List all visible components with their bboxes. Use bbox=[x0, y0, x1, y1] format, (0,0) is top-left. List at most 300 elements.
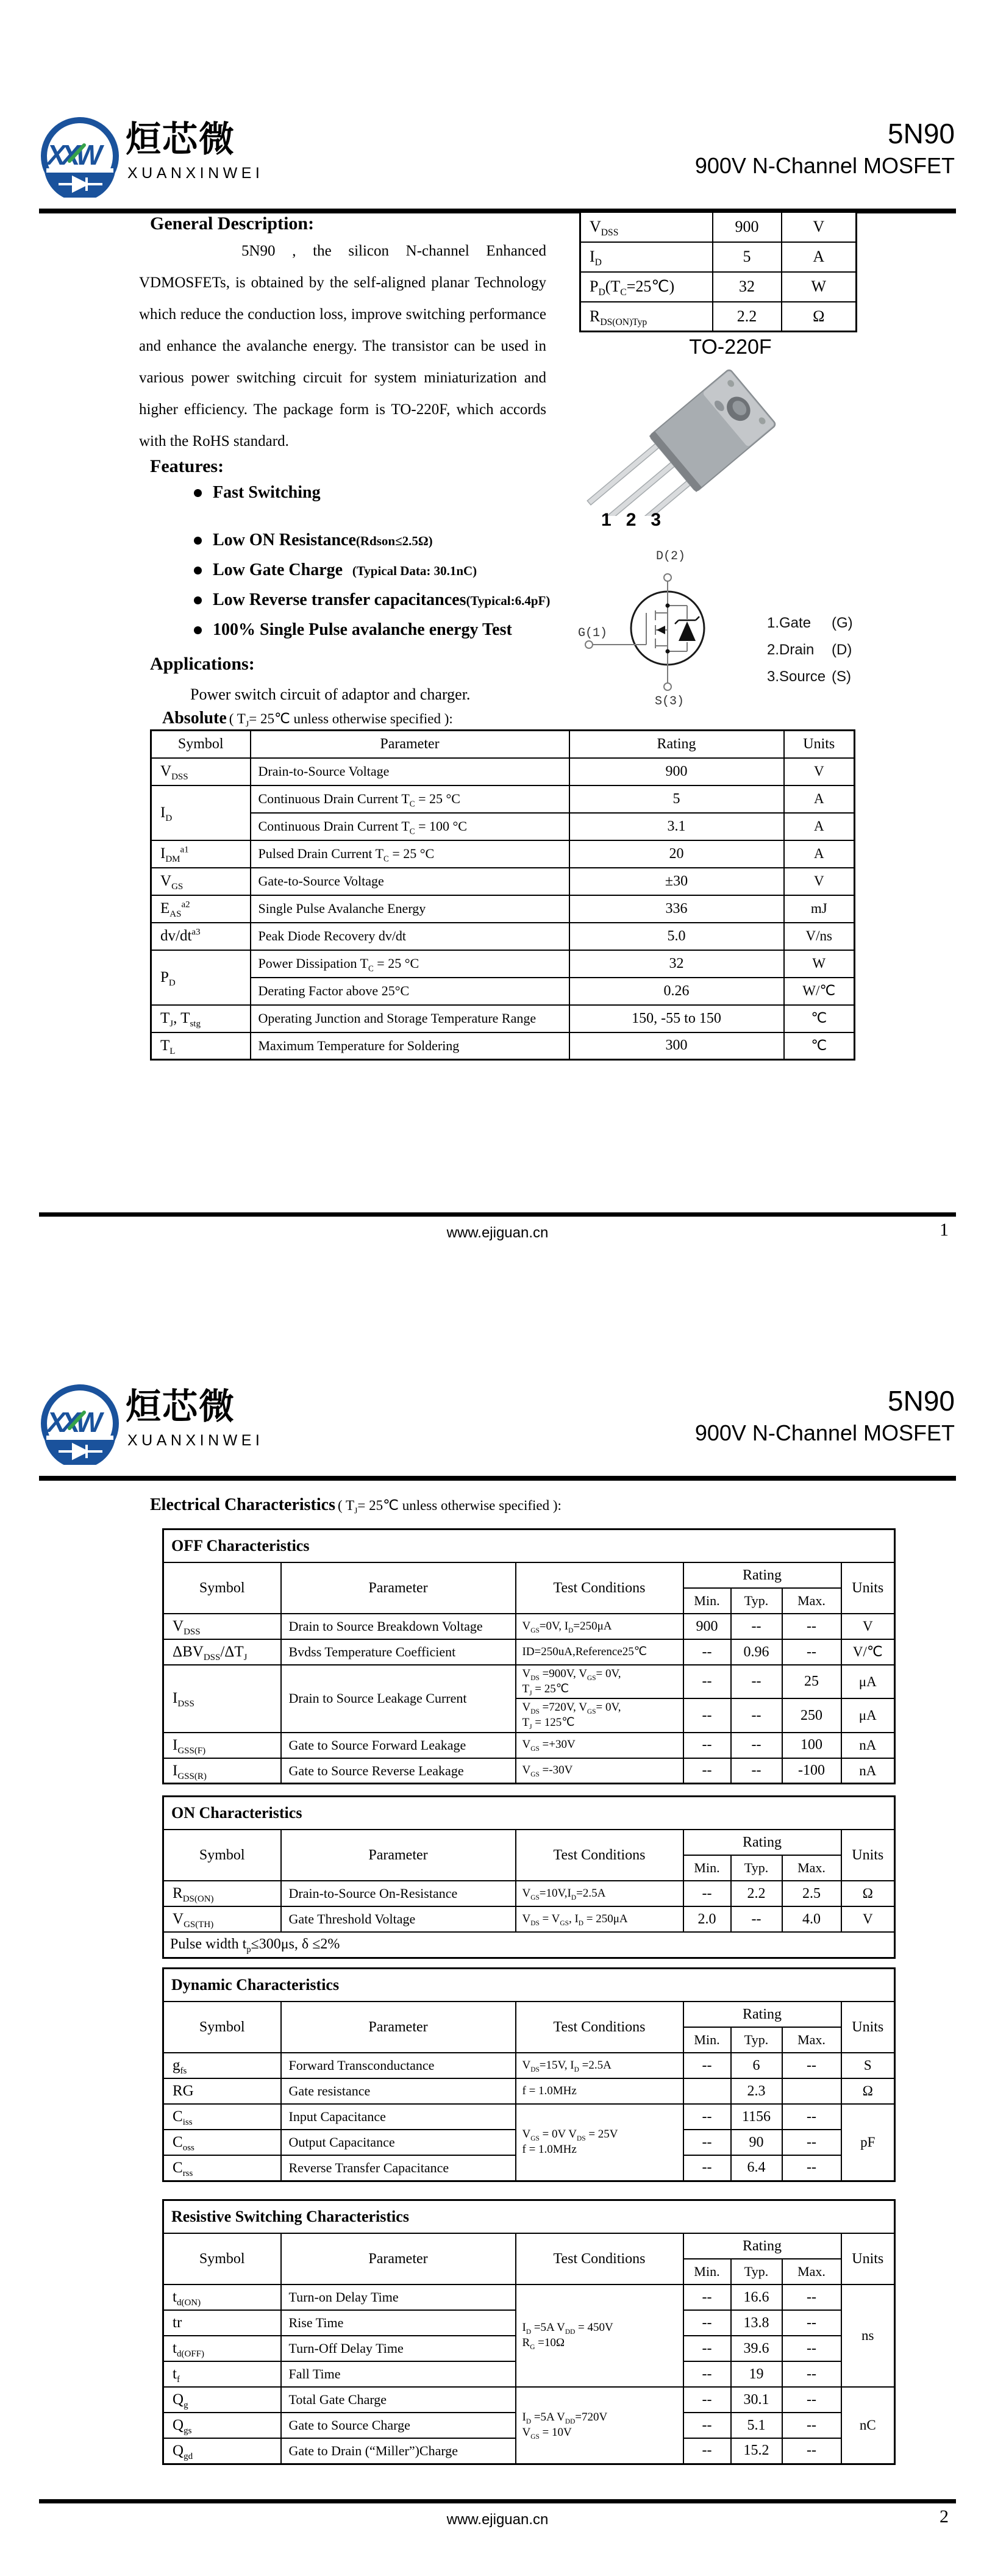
table-cell: Symbol bbox=[163, 2233, 281, 2284]
table-cell: 32 bbox=[713, 272, 782, 302]
table-row bbox=[163, 1758, 895, 1784]
table-cell: -- bbox=[683, 2130, 731, 2155]
page-number-1: 1 bbox=[940, 1220, 949, 1240]
table-cell: Drain to Source Breakdown Voltage bbox=[281, 1614, 516, 1639]
off-characteristics-table bbox=[162, 1528, 896, 1784]
table-cell: $g_{fs}$ bbox=[163, 2053, 281, 2078]
applications-body: Power switch circuit of adaptor and charger. bbox=[190, 685, 471, 703]
table-cell: -- bbox=[782, 2130, 841, 2155]
table-cell: $V_{GS} = 0V$ $V_{DS} = 25V$ f = 1.0MHz bbox=[516, 2104, 683, 2181]
table-cell: Typ. bbox=[731, 2027, 782, 2053]
bullet-icon bbox=[194, 489, 202, 497]
table-cell: -- bbox=[782, 1639, 841, 1665]
table-cell: Pulsed Drain Current $T_C = 25$ °C bbox=[251, 840, 569, 868]
table-cell: Gate to Drain (“Miller”)Charge bbox=[281, 2438, 516, 2464]
table-row bbox=[163, 2053, 895, 2078]
feature-item bbox=[194, 531, 550, 550]
feature-text: 100% Single Pulse avalanche energy Test bbox=[213, 620, 512, 639]
feature-text: Low Reverse transfer capacitances bbox=[213, 590, 466, 609]
table-row bbox=[151, 978, 855, 1005]
table-row bbox=[151, 813, 855, 840]
table-cell: Test Conditions bbox=[516, 1562, 683, 1614]
schematic-gate-label: G(1) bbox=[578, 626, 608, 640]
table-cell: 0.96 bbox=[731, 1639, 782, 1665]
pin-number: 1 bbox=[601, 510, 612, 530]
features-list bbox=[194, 483, 550, 650]
table-cell: -- bbox=[782, 2104, 841, 2130]
table-cell: Units bbox=[841, 1562, 895, 1614]
table-cell: 19 bbox=[731, 2361, 782, 2387]
table-row bbox=[151, 923, 855, 950]
table-cell: 6 bbox=[731, 2053, 782, 2078]
table-cell: $V_{DS} = V_{GS}$, $I_D = 250\mu A$ bbox=[516, 1906, 683, 1932]
table-cell: -- bbox=[731, 1906, 782, 1932]
table-cell: -- bbox=[731, 1698, 782, 1732]
table-cell: Ω bbox=[841, 2078, 895, 2104]
table-cell: -- bbox=[683, 2284, 731, 2310]
table-cell: Resistive Switching Characteristics bbox=[163, 2200, 895, 2234]
pin-number-labels bbox=[601, 510, 661, 531]
table-row bbox=[151, 1005, 855, 1032]
table-cell: Forward Transconductance bbox=[281, 2053, 516, 2078]
table-cell: Output Capacitance bbox=[281, 2130, 516, 2155]
table-cell: Min. bbox=[683, 2027, 731, 2053]
table-cell: nC bbox=[841, 2387, 895, 2464]
table-cell: $V_{GS}=10V,I_D=2.5A$ bbox=[516, 1881, 683, 1906]
pin-legend bbox=[767, 615, 853, 695]
table-cell: -- bbox=[683, 2387, 731, 2413]
table-cell: $I_D$ bbox=[151, 785, 251, 840]
table-cell: 3.1 bbox=[569, 813, 784, 840]
table-cell: 20 bbox=[569, 840, 784, 868]
table-row bbox=[163, 1562, 895, 1588]
table-row bbox=[163, 2002, 895, 2027]
table-cell: $C_{iss}$ bbox=[163, 2104, 281, 2130]
table-row bbox=[151, 758, 855, 785]
table-cell: $V_{DSS}$ bbox=[580, 212, 713, 242]
table-cell: 2.3 bbox=[731, 2078, 782, 2104]
table-cell: Parameter bbox=[281, 1830, 516, 1881]
table-row bbox=[163, 2078, 895, 2104]
table-cell: Typ. bbox=[731, 1588, 782, 1614]
absolute-maximum-ratings-table bbox=[150, 729, 855, 1061]
table-cell: -- bbox=[683, 2438, 731, 2464]
quick-specs-table bbox=[579, 211, 857, 332]
table-cell: 4.0 bbox=[782, 1906, 841, 1932]
table-row bbox=[163, 1881, 895, 1906]
table-cell: W/℃ bbox=[784, 978, 855, 1005]
pin-code: (S) bbox=[832, 668, 851, 685]
table-cell: 90 bbox=[731, 2130, 782, 2155]
table-cell: A bbox=[784, 840, 855, 868]
table-cell: 5 bbox=[713, 242, 782, 272]
table-cell: $V_{DSS}$ bbox=[163, 1614, 281, 1639]
feature-note: (Rdson≤2.5Ω) bbox=[355, 534, 433, 548]
table-cell: $V_{DSS}$ bbox=[151, 758, 251, 785]
bullet-icon bbox=[194, 537, 202, 545]
table-cell: Turn-on Delay Time bbox=[281, 2284, 516, 2310]
table-cell: Typ. bbox=[731, 2259, 782, 2284]
table-cell: ℃ bbox=[784, 1032, 855, 1060]
table-cell: 39.6 bbox=[731, 2336, 782, 2361]
feature-item bbox=[194, 560, 550, 580]
table-cell: 6.4 bbox=[731, 2155, 782, 2181]
table-row bbox=[163, 1932, 895, 1958]
absolute-maximum-ratings-table bbox=[150, 729, 855, 1061]
resistive-switching-table bbox=[162, 2199, 896, 2465]
table-cell: 2.0 bbox=[683, 1906, 731, 1932]
table-cell: Typ. bbox=[731, 1855, 782, 1881]
feature-text: Low Gate Charge bbox=[213, 560, 343, 579]
table-cell: 0.26 bbox=[569, 978, 784, 1005]
table-cell: Gate Threshold Voltage bbox=[281, 1906, 516, 1932]
table-cell: -- bbox=[782, 2284, 841, 2310]
table-cell: pF bbox=[841, 2104, 895, 2181]
table-cell: $P_D(T_C=25℃)$ bbox=[580, 272, 713, 302]
table-cell: Parameter bbox=[281, 2002, 516, 2053]
table-cell: 2.2 bbox=[713, 302, 782, 332]
on-characteristics-table bbox=[162, 1795, 896, 1959]
bullet-icon bbox=[194, 596, 202, 604]
footer-rule bbox=[39, 1212, 956, 1217]
table-row bbox=[163, 2387, 895, 2413]
table-cell: -- bbox=[782, 2361, 841, 2387]
pin-code: (D) bbox=[832, 642, 852, 658]
table-cell: Continuous Drain Current $T_C = 100$ °C bbox=[251, 813, 569, 840]
pin-number: 2 bbox=[626, 510, 637, 530]
table-cell: ±30 bbox=[569, 868, 784, 895]
table-cell: -- bbox=[782, 2387, 841, 2413]
table-cell: Symbol bbox=[163, 1830, 281, 1881]
brand-name-cn: 烜芯微 bbox=[126, 1387, 236, 1426]
table-cell: $\Delta BV_{DSS}/\Delta T_J$ bbox=[163, 1639, 281, 1665]
table-cell: V/ns bbox=[784, 923, 855, 950]
table-cell: RG bbox=[163, 2078, 281, 2104]
table-cell: A bbox=[784, 785, 855, 813]
table-cell: ON Characteristics bbox=[163, 1797, 895, 1830]
table-cell: $I_D$ bbox=[580, 242, 713, 272]
schematic-source-label: S(3) bbox=[655, 695, 685, 709]
table-cell: Single Pulse Avalanche Energy bbox=[251, 895, 569, 923]
table-cell: Continuous Drain Current $T_C = 25$ °C bbox=[251, 785, 569, 813]
svg-text:XXW: XXW bbox=[47, 1406, 98, 1438]
table-cell: $V_{GS} =+30V$ bbox=[516, 1733, 683, 1758]
table-cell: $I_D =5A$ $V_{DD}=720V$ $V_{GS} = 10V$ bbox=[516, 2387, 683, 2464]
table-cell: -- bbox=[683, 2155, 731, 2181]
table-cell: ID=250uA,Reference25℃ bbox=[516, 1639, 683, 1665]
table-row bbox=[163, 1797, 895, 1830]
table-cell: Test Conditions bbox=[516, 2233, 683, 2284]
table-cell: -- bbox=[683, 1639, 731, 1665]
pin-legend-row bbox=[767, 668, 853, 695]
table-cell: -- bbox=[683, 2336, 731, 2361]
table-cell: -- bbox=[683, 2361, 731, 2387]
table-cell: Maximum Temperature for Soldering bbox=[251, 1032, 569, 1060]
table-cell: 2.5 bbox=[782, 1881, 841, 1906]
table-cell: 250 bbox=[782, 1698, 841, 1732]
table-cell: Ω bbox=[782, 302, 857, 332]
table-cell: -- bbox=[683, 1758, 731, 1784]
table-cell: Input Capacitance bbox=[281, 2104, 516, 2130]
table-cell bbox=[683, 2078, 731, 2104]
table-cell: $I_{DM}^{a1}$ bbox=[151, 840, 251, 868]
table-row bbox=[163, 2200, 895, 2234]
brand-name-en: XUANXINWEI bbox=[127, 165, 264, 182]
pin-legend-row bbox=[767, 642, 853, 668]
table-cell: mJ bbox=[784, 895, 855, 923]
table-cell: $V_{DS} =900V$, $V_{GS}= 0V$, $T_J$ = 25℃ bbox=[516, 1665, 683, 1698]
table-cell: $R_{DS(ON)Typ}$ bbox=[580, 302, 713, 332]
table-cell: -100 bbox=[782, 1758, 841, 1784]
table-cell: Rating bbox=[683, 2002, 841, 2027]
general-description-heading: General Description: bbox=[150, 213, 315, 234]
table-cell: -- bbox=[683, 2310, 731, 2336]
mosfet-schematic bbox=[579, 546, 762, 729]
table-cell: -- bbox=[683, 1733, 731, 1758]
table-cell: -- bbox=[683, 1698, 731, 1732]
table-cell: V bbox=[841, 1906, 895, 1932]
table-cell: $E_{AS}^{a2}$ bbox=[151, 895, 251, 923]
brand-name-en: XUANXINWEI bbox=[127, 1432, 264, 1449]
table-cell: -- bbox=[782, 2053, 841, 2078]
footer-url: www.ejiguan.cn bbox=[446, 1225, 549, 1241]
table-cell: Reverse Transfer Capacitance bbox=[281, 2155, 516, 2181]
table-cell: Drain-to-Source Voltage bbox=[251, 758, 569, 785]
table-row bbox=[580, 242, 857, 272]
table-cell: Units bbox=[784, 731, 855, 758]
table-cell: Symbol bbox=[163, 1562, 281, 1614]
absolute-heading-cond: ( $T_J=$ 25℃ unless otherwise specified ): bbox=[229, 711, 453, 729]
table-cell: $V_{GS}=0V$, $I_D=250\mu A$ bbox=[516, 1614, 683, 1639]
table-cell: Rating bbox=[683, 1830, 841, 1855]
table-cell: V bbox=[841, 1614, 895, 1639]
table-cell: 900 bbox=[569, 758, 784, 785]
table-cell: Drain to Source Leakage Current bbox=[281, 1665, 516, 1733]
table-cell: $V_{DS}=15V$, $I_D =2.5A$ bbox=[516, 2053, 683, 2078]
table-cell: $V_{GS} =-30V$ bbox=[516, 1758, 683, 1784]
absolute-heading bbox=[162, 709, 453, 728]
table-cell: 16.6 bbox=[731, 2284, 782, 2310]
table-cell: 336 bbox=[569, 895, 784, 923]
table-cell: Max. bbox=[782, 1855, 841, 1881]
table-cell: Min. bbox=[683, 1588, 731, 1614]
table-row bbox=[163, 2284, 895, 2310]
table-row bbox=[163, 1530, 895, 1563]
table-cell: Test Conditions bbox=[516, 1830, 683, 1881]
table-cell: -- bbox=[782, 2336, 841, 2361]
table-cell: $I_{DSS}$ bbox=[163, 1665, 281, 1733]
table-cell: $dv/dt^{a3}$ bbox=[151, 923, 251, 950]
general-description-body: 5N90 , the silicon N-channel Enhanced VDMOSFETs, is obtained by the self-aligned planar Technology which reduce the conduction loss, improve switching performance and enhance the avalanche energy. The transistor can be used in various power switching circuit for system miniaturization and higher efficiency. The package form is TO-220F, which accords with the RoHS standard. bbox=[139, 243, 546, 449]
table-cell: Operating Junction and Storage Temperature Range bbox=[251, 1005, 569, 1032]
table-cell: 13.8 bbox=[731, 2310, 782, 2336]
table-cell: Gate-to-Source Voltage bbox=[251, 868, 569, 895]
table-cell: $C_{oss}$ bbox=[163, 2130, 281, 2155]
table-cell: -- bbox=[683, 1665, 731, 1698]
on-characteristics-table bbox=[162, 1795, 896, 1959]
table-cell: $Q_{gd}$ bbox=[163, 2438, 281, 2464]
table-cell: -- bbox=[782, 2310, 841, 2336]
package-drawing bbox=[585, 363, 817, 516]
table-cell: μA bbox=[841, 1698, 895, 1732]
table-cell: Gate to Source Forward Leakage bbox=[281, 1733, 516, 1758]
table-cell: 5.0 bbox=[569, 923, 784, 950]
table-cell: A bbox=[784, 813, 855, 840]
table-cell: Fall Time bbox=[281, 2361, 516, 2387]
table-row bbox=[151, 950, 855, 978]
brand-name-cn: 烜芯微 bbox=[126, 120, 236, 159]
table-row bbox=[163, 2104, 895, 2130]
footer-url: www.ejiguan.cn bbox=[446, 2511, 549, 2528]
absolute-heading-title: Absolute bbox=[162, 709, 227, 728]
table-cell: V bbox=[782, 212, 857, 242]
table-cell: Rating bbox=[569, 731, 784, 758]
feature-note: (Typical:6.4pF) bbox=[466, 593, 551, 608]
table-cell: -- bbox=[683, 2053, 731, 2078]
table-row bbox=[151, 868, 855, 895]
table-cell: Min. bbox=[683, 1855, 731, 1881]
package-title: TO-220F bbox=[689, 335, 772, 359]
table-cell: $t_{d(OFF)}$ bbox=[163, 2336, 281, 2361]
table-cell: 30.1 bbox=[731, 2387, 782, 2413]
table-cell: Ω bbox=[841, 1881, 895, 1906]
part-subtitle: 900V N-Channel MOSFET bbox=[694, 1420, 955, 1445]
table-row bbox=[163, 1830, 895, 1855]
table-cell: -- bbox=[782, 2413, 841, 2438]
table-cell: -- bbox=[683, 2104, 731, 2130]
table-cell: 2.2 bbox=[731, 1881, 782, 1906]
bullet-icon bbox=[194, 626, 202, 634]
table-cell: V bbox=[784, 758, 855, 785]
feature-note: (Typical Data: 30.1nC) bbox=[343, 564, 477, 578]
feature-item bbox=[194, 620, 550, 640]
table-cell: 100 bbox=[782, 1733, 841, 1758]
table-cell: Units bbox=[841, 2233, 895, 2284]
brand-logo-icon bbox=[39, 116, 121, 198]
table-cell: $P_D$ bbox=[151, 950, 251, 1005]
table-cell: $R_{DS(ON)}$ bbox=[163, 1881, 281, 1906]
table-row bbox=[163, 1665, 895, 1698]
part-number: 5N90 bbox=[888, 118, 955, 149]
table-cell: V bbox=[784, 868, 855, 895]
table-cell: 5 bbox=[569, 785, 784, 813]
table-cell: $V_{GS}$ bbox=[151, 868, 251, 895]
table-cell: ns bbox=[841, 2284, 895, 2387]
dynamic-characteristics-table bbox=[162, 1967, 896, 2182]
table-cell: Symbol bbox=[151, 731, 251, 758]
table-cell: 32 bbox=[569, 950, 784, 978]
table-cell: $Q_{gs}$ bbox=[163, 2413, 281, 2438]
table-cell: Rise Time bbox=[281, 2310, 516, 2336]
table-row bbox=[151, 785, 855, 813]
table-cell: $T_L$ bbox=[151, 1032, 251, 1060]
table-cell: OFF Characteristics bbox=[163, 1530, 895, 1563]
table-cell: 5.1 bbox=[731, 2413, 782, 2438]
table-cell: Peak Diode Recovery dv/dt bbox=[251, 923, 569, 950]
table-row bbox=[163, 2233, 895, 2259]
table-cell: $V_{GS(TH)}$ bbox=[163, 1906, 281, 1932]
table-row bbox=[163, 1733, 895, 1758]
ec-heading-title: Electrical Characteristics bbox=[150, 1495, 335, 1514]
table-row bbox=[163, 1906, 895, 1932]
table-cell: $V_{DS} =720V$, $V_{GS}= 0V$, $T_J$ = 125℃ bbox=[516, 1698, 683, 1732]
feature-item bbox=[194, 483, 550, 503]
table-cell: 900 bbox=[713, 212, 782, 242]
table-cell: $T_J$, $T_{stg}$ bbox=[151, 1005, 251, 1032]
table-cell: Power Dissipation $T_C = 25$ °C bbox=[251, 950, 569, 978]
table-row bbox=[580, 302, 857, 332]
schematic-drain-label: D(2) bbox=[656, 549, 686, 564]
table-cell: A bbox=[782, 242, 857, 272]
table-cell: Dynamic Characteristics bbox=[163, 1969, 895, 2002]
table-cell: Max. bbox=[782, 2027, 841, 2053]
table-cell: μA bbox=[841, 1665, 895, 1698]
table-cell: 300 bbox=[569, 1032, 784, 1060]
table-cell: -- bbox=[731, 1665, 782, 1698]
electrical-characteristics-heading bbox=[150, 1495, 562, 1515]
table-cell: 150, -55 to 150 bbox=[569, 1005, 784, 1032]
resistive-switching-table bbox=[162, 2199, 896, 2465]
table-cell: 900 bbox=[683, 1614, 731, 1639]
part-number: 5N90 bbox=[888, 1385, 955, 1417]
table-cell: Derating Factor above 25°C bbox=[251, 978, 569, 1005]
table-cell: Max. bbox=[782, 1588, 841, 1614]
table-cell: Rating bbox=[683, 2233, 841, 2259]
table-cell: Gate to Source Charge bbox=[281, 2413, 516, 2438]
applications-heading: Applications: bbox=[150, 654, 255, 674]
table-cell: Units bbox=[841, 1830, 895, 1881]
table-cell: Drain-to-Source On-Resistance bbox=[281, 1881, 516, 1906]
table-cell: Gate to Source Reverse Leakage bbox=[281, 1758, 516, 1784]
page-number-2: 2 bbox=[940, 2506, 949, 2527]
table-cell: -- bbox=[731, 1733, 782, 1758]
table-cell: S bbox=[841, 2053, 895, 2078]
table-cell: V/℃ bbox=[841, 1639, 895, 1665]
table-cell: Total Gate Charge bbox=[281, 2387, 516, 2413]
table-cell: Min. bbox=[683, 2259, 731, 2284]
table-cell: Parameter bbox=[281, 2233, 516, 2284]
table-cell: ℃ bbox=[784, 1005, 855, 1032]
table-cell: $t_f$ bbox=[163, 2361, 281, 2387]
pin-number: 3 bbox=[651, 510, 662, 530]
ec-heading-cond: ( $T_J=$ 25℃ unless otherwise specified ): bbox=[337, 1498, 562, 1515]
pin-name: 2.Drain bbox=[767, 642, 815, 658]
table-cell: $Q_g$ bbox=[163, 2387, 281, 2413]
header-rule bbox=[39, 1476, 956, 1481]
table-cell: 25 bbox=[782, 1665, 841, 1698]
table-row bbox=[163, 1639, 895, 1665]
pin-legend-row bbox=[767, 615, 853, 642]
table-cell: f = 1.0MHz bbox=[516, 2078, 683, 2104]
table-row bbox=[580, 212, 857, 242]
table-row bbox=[151, 895, 855, 923]
table-cell: -- bbox=[782, 1614, 841, 1639]
table-row bbox=[163, 1969, 895, 2002]
table-cell: nA bbox=[841, 1758, 895, 1784]
table-cell: Parameter bbox=[251, 731, 569, 758]
table-cell: W bbox=[782, 272, 857, 302]
footer-rule bbox=[39, 2499, 956, 2503]
brand-logo-icon bbox=[39, 1383, 121, 1465]
table-row bbox=[151, 731, 855, 758]
table-row bbox=[151, 840, 855, 868]
off-characteristics-table bbox=[162, 1528, 896, 1784]
feature-text: Low ON Resistance bbox=[213, 531, 356, 549]
table-cell: Units bbox=[841, 2002, 895, 2053]
part-subtitle: 900V N-Channel MOSFET bbox=[694, 153, 955, 178]
feature-text: Fast Switching bbox=[213, 483, 321, 502]
table-cell: Test Conditions bbox=[516, 2002, 683, 2053]
